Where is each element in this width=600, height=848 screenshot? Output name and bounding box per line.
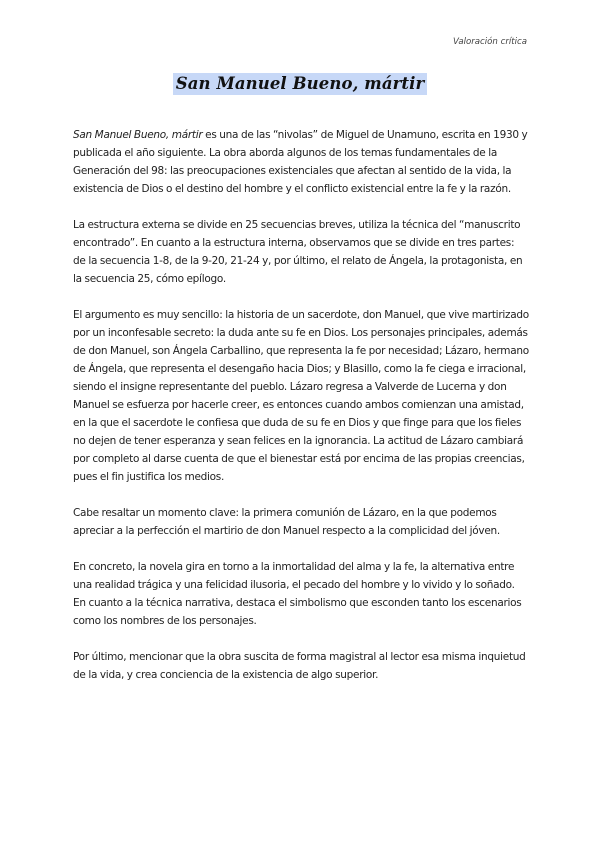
page-header: Valoración crítica <box>453 37 527 47</box>
paragraph-structure: La estructura externa se divide en 25 secuencias breves, utiliza la técnica del “manuscrito encontrado”. En cuanto a la estructura interna, observamos que se divide en tres partes: de la secuencia 1-8, de la 9-20, 21-24 y, por último, el relato de Ángela, la protagonista, en la secuencia 25, cómo epílogo. <box>73 219 523 285</box>
title-container <box>0 73 600 95</box>
paragraph-themes: En concreto, la novela gira en torno a la inmortalidad del alma y la fe, la alternativa entre una realidad trágica y una felicidad ilusoria, el pecado del hombre y lo vivido y lo soñado. En cuanto a la técnica narrativa, destaca el simbolismo que esconden tanto los escenarios como los nombres de los personajes. <box>73 561 522 627</box>
paragraph-intro <box>73 126 529 198</box>
paragraph-key-moment: Cabe resaltar un momento clave: la primera comunión de Lázaro, en la que podemos apreciar a la perfección el martirio de don Manuel respecto a la complicidad del jóven. <box>73 507 500 537</box>
work-title-italic: San Manuel Bueno, mártir <box>73 129 203 141</box>
document-body <box>73 126 529 702</box>
paragraph-plot: El argumento es muy sencillo: la historia de un sacerdote, don Manuel, que vive martirizado por un inconfesable secreto: la duda ante su fe en Dios. Los personajes principales, además de don Manuel, son Ángela Carballino, que representa la fe por necesidad; Lázaro, hermano de Ángela, que representa el desengaño hacia Dios; y Blasillo, como la fe ciega e irracional, siendo el insigne representante del pueblo. Lázaro regresa a Valverde de Lucerna y don Manuel se esfuerza por hacerle creer, es entonces cuando ambos comienzan una amistad, en la que el sacerdote le confiesa que duda de su fe en Dios y que finge para que los fieles no dejen de tener esperanza y sean felices en la ignorancia. La actitud de Lázaro cambiará por completo al darse cuenta de que el bienestar está por encima de las propias creencias, pues el fin justifica los medios. <box>73 309 529 483</box>
paragraph-conclusion: Por último, mencionar que la obra suscita de forma magistral al lector esa misma inquietud de la vida, y crea conciencia de la existencia de algo superior. <box>73 651 526 681</box>
page-title: San Manuel Bueno, mártir <box>173 73 428 95</box>
paragraph-intro-text: es una de las “nivolas” de Miguel de Unamuno, escrita en 1930 y publicada el año siguiente. La obra aborda algunos de los temas fundamentales de la Generación del 98: las preocupaciones existenciales que afectan al sentido de la vida, la existencia de Dios o el destino del hombre y el conflicto existencial entre la fe y la razón. <box>73 129 528 195</box>
